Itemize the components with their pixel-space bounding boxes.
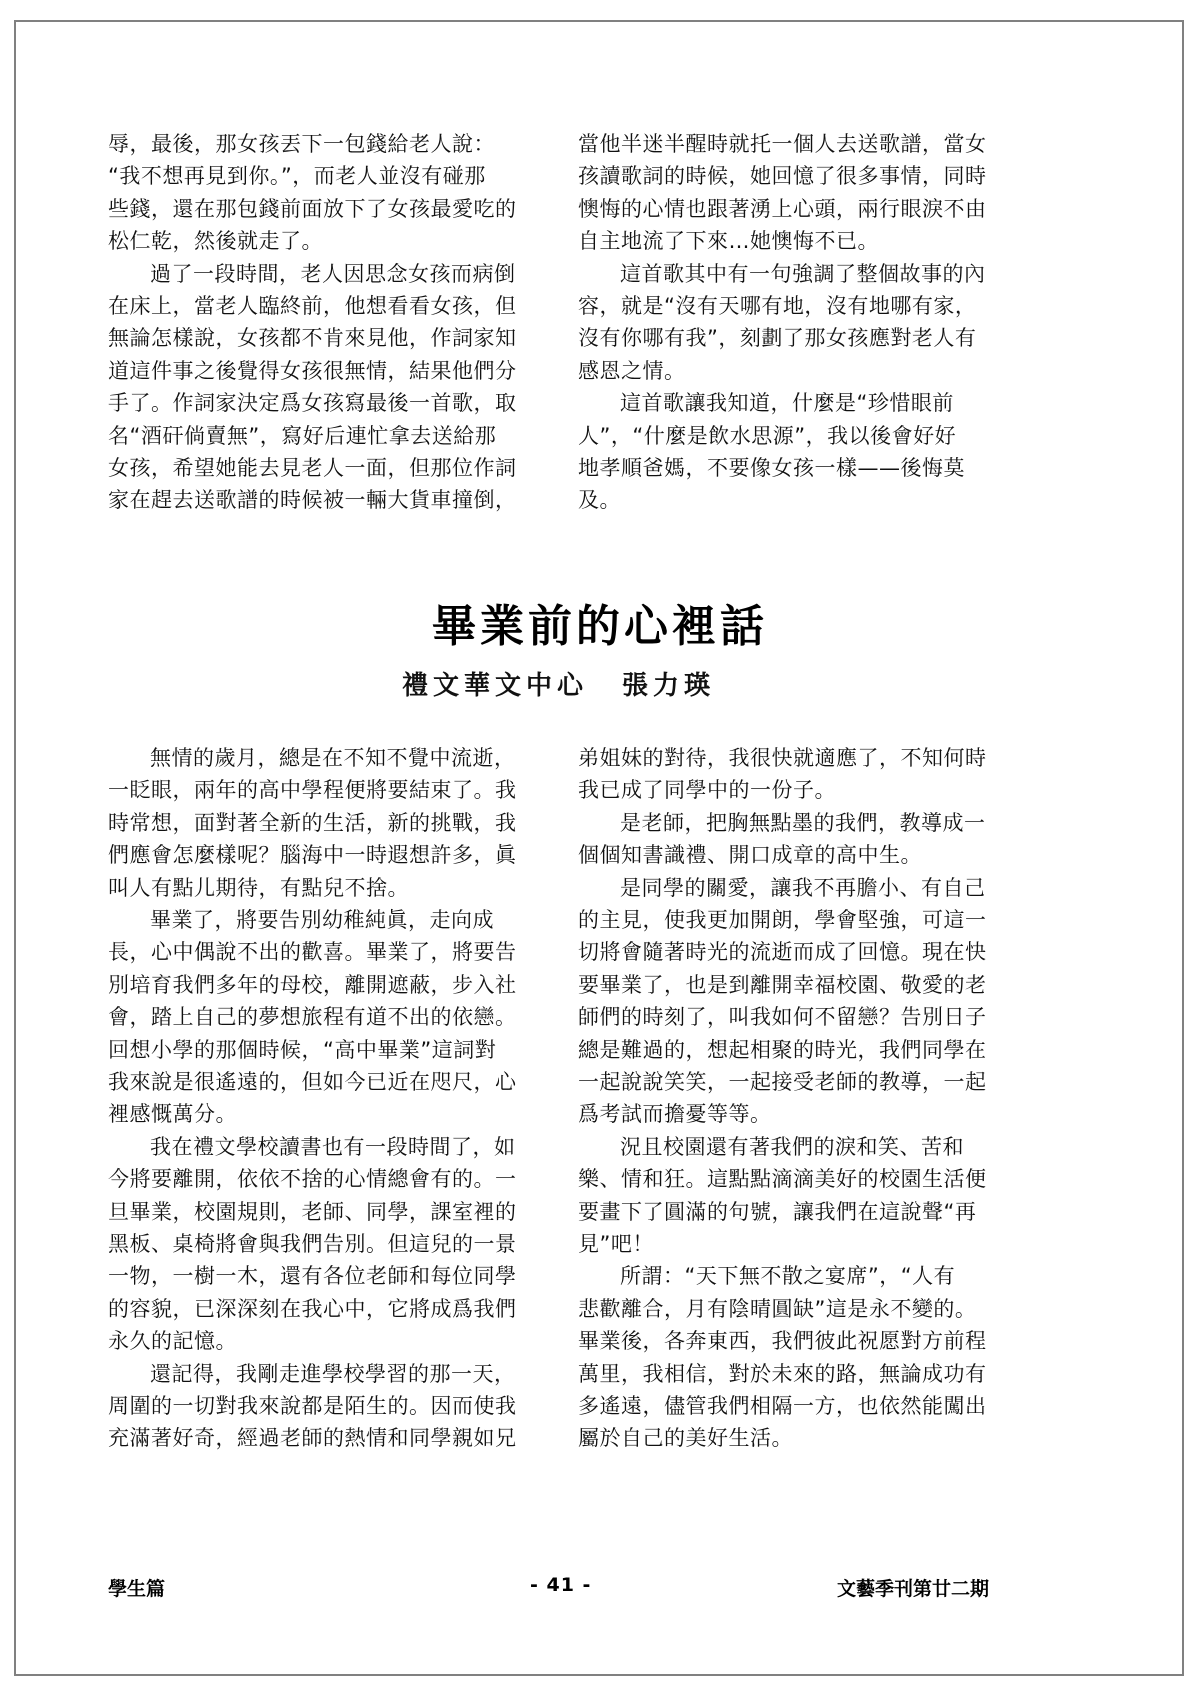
text-line: 地孝順爸媽，不要像女孩一樣——後悔莫 [578, 456, 965, 480]
text-line: 我來說是很遙遠的，但如今已近在咫尺，心 [108, 1070, 517, 1094]
text-line: 道這件事之後覺得女孩很無情，結果他們分 [108, 358, 517, 383]
footer-section: 學生篇 [108, 1578, 166, 1600]
text-line: 切將會隨著時光的流逝而成了回憶。現在快 [578, 940, 987, 965]
text-line: 這首歌讓我知道，什麼是“珍惜眼前 [620, 391, 954, 416]
text-line: 要畢業了，也是到離開幸福校園、敬愛的老 [578, 972, 987, 997]
text-line: 的容貌，已深深刻在我心中，它將成爲我們 [108, 1296, 517, 1321]
text-line: 一起說說笑笑，一起接受老師的教導，一起 [578, 1070, 987, 1094]
text-line: 們應會怎麼樣呢？腦海中一時遐想許多，眞 [108, 843, 517, 868]
text-line: 多遙遠，儘管我們相隔一方，也依然能闖出 [578, 1394, 987, 1418]
text-line: 畢業後，各奔東西，我們彼此祝愿對方前程 [578, 1329, 987, 1354]
text-line: “我不想再見到你。”，而老人並沒有碰那 [108, 164, 486, 189]
footer-publication: 文藝季刊第廿二期 [837, 1578, 990, 1600]
text-line: 黑板、桌椅將會與我們告別。但這兒的一景 [108, 1232, 517, 1256]
text-line: 家在趕去送歌譜的時候被一輛大貨車撞倒， [108, 488, 517, 513]
text-line: 容，就是“沒有天哪有地，沒有地哪有家， [578, 294, 977, 318]
text-line: 旦畢業，校園規則，老師、同學，課室裡的 [108, 1199, 517, 1224]
text-line: 無論怎樣說，女孩都不肯來見他，作詞家知 [108, 326, 517, 351]
text-line: 我在禮文學校讀書也有一段時間了，如 [150, 1134, 516, 1159]
text-line: 一物，一樹一木，還有各位老師和每位同學 [108, 1264, 517, 1289]
text-line: 個個知書識禮、開口成章的高中生。 [578, 843, 922, 868]
footer-page-number: - 41 - [530, 1574, 592, 1596]
text-line: 萬里，我相信，對於未來的路，無論成功有 [578, 1361, 987, 1386]
text-line: 悲歡離合，月有陰晴圓缺”這是永不變的。 [578, 1296, 977, 1321]
text-line: 辱，最後，那女孩丟下一包錢給老人說： [108, 132, 495, 156]
text-line: 樂、情和狂。這點點滴滴美好的校園生活便 [578, 1167, 987, 1192]
text-line: 女孩，希望她能去見老人一面，但那位作詞 [108, 456, 517, 480]
text-line: 些錢，還在那包錢前面放下了女孩最愛吃的 [108, 196, 517, 221]
text-line: 充滿著好奇，經過老師的熱情和同學親如兄 [108, 1426, 517, 1451]
text-line: 今將要離開，依依不捨的心情總會有的。一 [108, 1167, 517, 1192]
text-line: 要畫下了圓滿的句號，讓我們在這說聲“再 [578, 1199, 977, 1224]
text-line: 還記得，我剛走進學校學習的那一天， [150, 1361, 516, 1386]
text-line: 裡感慨萬分。 [108, 1102, 237, 1127]
text-line: 及。 [578, 488, 621, 513]
text-line: 師們的時刻了，叫我如何不留戀？告別日子 [578, 1005, 987, 1030]
article-title: 畢業前的心裡話 [432, 601, 768, 652]
text-line: 名“酒矸倘賣無”，寫好后連忙拿去送給那 [108, 423, 497, 448]
text-line: 長，心中偶說不出的歡喜。畢業了，將要告 [108, 940, 517, 965]
text-line: 屬於自己的美好生活。 [578, 1426, 793, 1451]
text-line: 總是難過的，想起相聚的時光，我們同學在 [578, 1037, 987, 1062]
text-line: 弟姐妹的對待，我很快就適應了，不知何時 [578, 746, 987, 770]
text-line: 沒有你哪有我”，刻劃了那女孩應對老人有 [578, 326, 977, 351]
text-line: 松仁乾，然後就走了。 [108, 229, 323, 254]
text-line: 周圍的一切對我來說都是陌生的。因而使我 [108, 1394, 517, 1418]
text-line: 孩讀歌詞的時候，她回憶了很多事情，同時 [578, 164, 987, 189]
text-line: 我已成了同學中的一份子。 [578, 778, 836, 803]
text-line: 是老師，把胸無點墨的我們，教導成一 [620, 810, 986, 835]
text-line: 會，踏上自己的夢想旅程有道不出的依戀。 [108, 1005, 517, 1030]
text-line: 爲考試而擔憂等等。 [578, 1102, 772, 1127]
text-line: 當他半迷半醒時就托一個人去送歌譜，當女 [578, 132, 987, 156]
text-line: 畢業了，將要告別幼稚純眞，走向成 [150, 908, 494, 932]
text-line: 人”，“什麼是飲水思源”，我以後會好好 [578, 423, 957, 448]
text-line: 過了一段時間，老人因思念女孩而病倒 [150, 261, 516, 286]
text-line: 在床上，當老人臨終前，他想看看女孩，但 [108, 294, 517, 318]
byline-school: 禮文華文中心 [402, 671, 589, 701]
text-line: 況且校園還有著我們的淚和笑、苦和 [620, 1134, 964, 1159]
text-line: 感恩之情。 [578, 358, 686, 383]
text-line: 這首歌其中有一句強調了整個故事的內 [620, 261, 986, 286]
text-line: 時常想，面對著全新的生活，新的挑戰，我 [108, 810, 517, 835]
text-line: 無情的歲月，總是在不知不覺中流逝， [150, 746, 516, 770]
byline-author: 張力瑛 [622, 671, 716, 701]
text-line: 懊悔的心情也跟著湧上心頭，兩行眼淚不由 [578, 196, 987, 221]
text-line: 的主見，使我更加開朗，學會堅強，可這一 [578, 908, 987, 932]
text-line: 別培育我們多年的母校，離開遮蔽，步入社 [108, 972, 517, 997]
text-line: 手了。作詞家決定爲女孩寫最後一首歌，取 [108, 391, 517, 416]
text-line: 是同學的關愛，讓我不再膽小、有自己 [620, 875, 986, 900]
text-line: 見”吧！ [578, 1232, 654, 1256]
text-line: 自主地流了下來…她懊悔不已。 [578, 229, 879, 254]
text-line: 叫人有點儿期待，有點兒不捨。 [108, 875, 409, 900]
text-line: 所謂：“天下無不散之宴席”，“人有 [620, 1264, 956, 1289]
text-line: 回想小學的那個時候，“高中畢業”這詞對 [108, 1037, 497, 1062]
text-line: 一眨眼，兩年的高中學程便將要結束了。我 [108, 778, 517, 803]
text-line: 永久的記憶。 [108, 1329, 237, 1354]
